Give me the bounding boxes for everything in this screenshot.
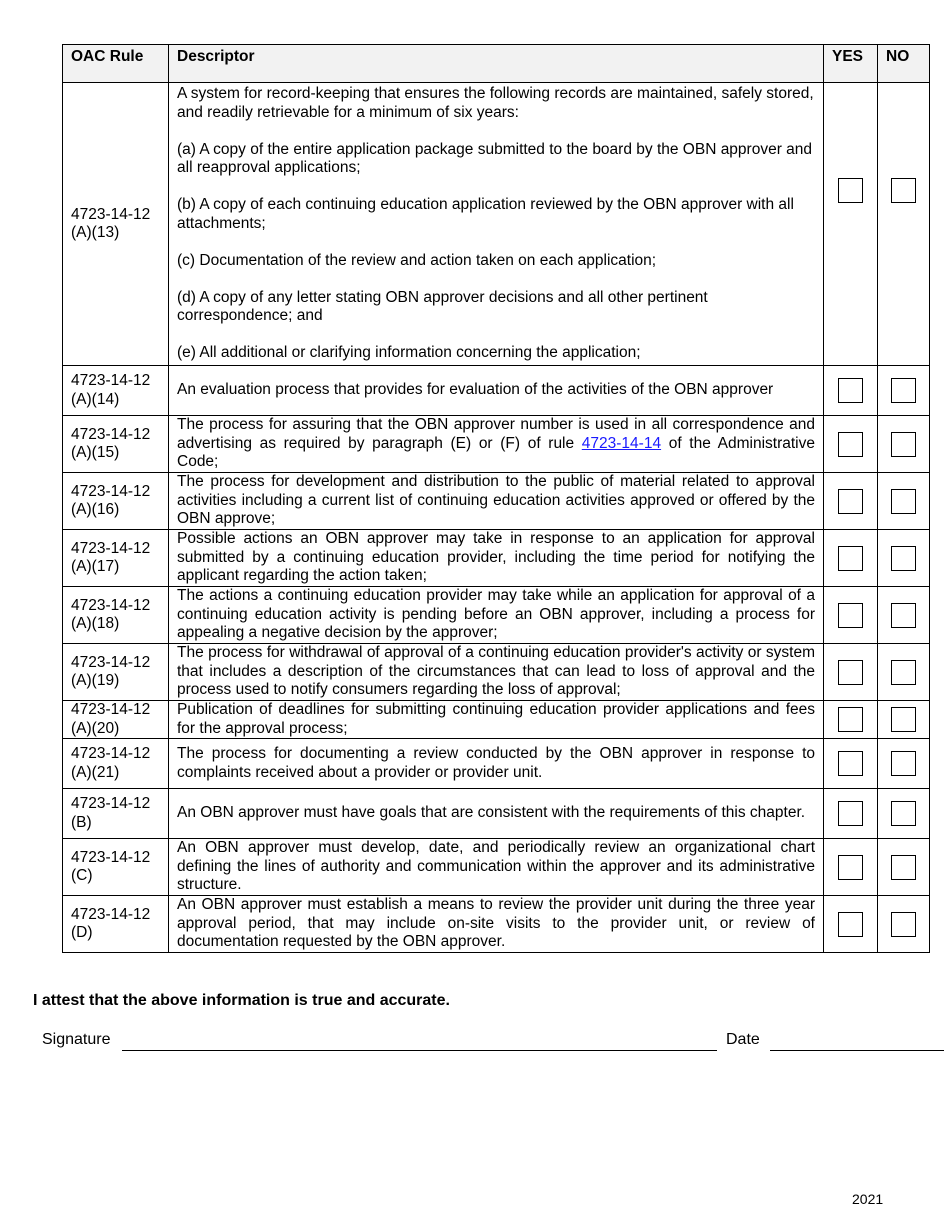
descriptor-cell: The actions a continuing education provider may take while an application for approval of a continuing education activity is pending before an OBN approver, including a process for appealing a negative decision by the approver; [169,587,824,644]
date-label: Date [726,1031,760,1048]
descriptor-paragraph: (e) All additional or clarifying information concerning the application; [177,344,641,361]
no-checkbox[interactable] [891,801,916,826]
descriptor-cell: An OBN approver must develop, date, and periodically review an organizational chart defining the lines of authority and communication within the approver and its administrative structure. [169,839,824,896]
yes-checkbox[interactable] [838,432,863,457]
rule-paragraph: (C) [71,867,93,884]
no-cell [878,473,930,530]
no-cell [878,83,930,366]
no-cell [878,896,930,953]
table-row [63,473,930,530]
table-row [63,587,930,644]
rule-paragraph: (A)(13) [71,224,120,241]
table-row [63,839,930,896]
rule-paragraph: (A)(21) [71,763,120,781]
header-oac-rule: OAC Rule [63,45,169,83]
no-cell [878,416,930,473]
no-checkbox[interactable] [891,432,916,457]
yes-cell [824,644,878,701]
descriptor-cell: The process for documenting a review conducted by the OBN approver in response to complaints received about a provider or provider unit. [169,739,824,789]
descriptor-cell: The process for development and distribution to the public of material related to approval activities including a current list of continuing education activities approved or offered by the OBN approve; [169,473,824,530]
yes-cell [824,789,878,839]
rule-link[interactable]: 4723-14-14 [581,434,662,452]
descriptor-cell: An OBN approver must establish a means to review the provider unit during the three year approval period, that may include on-site visits to the provider unit, or review of documentation requested by the OBN approver. [169,896,824,953]
yes-checkbox[interactable] [838,603,863,628]
rule-number: 4723-14-12 [71,205,151,223]
yes-cell [824,473,878,530]
no-cell [878,701,930,739]
no-checkbox[interactable] [891,912,916,937]
rules-table [62,44,930,953]
table-row [63,644,930,701]
descriptor-paragraph: (b) A copy of each continuing education application reviewed by the OBN approver with all attachments; [177,196,794,232]
footer-year: 2021 [852,1191,884,1207]
rule-cell [63,739,169,789]
table-header-row [63,45,930,83]
rule-cell [63,896,169,953]
yes-cell [824,530,878,587]
descriptor-cell: Publication of deadlines for submitting continuing education provider applications and fees for the approval process; [169,701,824,739]
no-checkbox[interactable] [891,489,916,514]
header-descriptor: Descriptor [169,45,824,83]
rule-paragraph: (A)(19) [71,672,120,689]
rule-paragraph: (A)(14) [71,390,120,408]
table-row [63,896,930,953]
rule-cell [63,530,169,587]
rule-cell [63,587,169,644]
no-checkbox[interactable] [891,855,916,880]
yes-checkbox[interactable] [838,178,863,203]
descriptor-paragraph: (d) A copy of any letter stating OBN approver decisions and all other pertinent correspondence; and [177,288,708,324]
rule-cell [63,701,169,739]
rule-paragraph: (A)(17) [71,558,120,575]
no-checkbox[interactable] [891,751,916,776]
yes-cell [824,416,878,473]
yes-checkbox[interactable] [838,751,863,776]
yes-checkbox[interactable] [838,707,863,732]
yes-checkbox[interactable] [838,912,863,937]
signature-line[interactable] [122,1050,717,1051]
no-checkbox[interactable] [891,707,916,732]
descriptor-paragraph: A system for record-keeping that ensures the following records are maintained, safely stored, and readily retrievable for a minimum of six years: [177,85,814,121]
no-checkbox[interactable] [891,603,916,628]
table-row [63,530,930,587]
no-cell [878,530,930,587]
no-checkbox[interactable] [891,660,916,685]
descriptor-cell [169,416,824,473]
rule-cell [63,473,169,530]
no-checkbox[interactable] [891,178,916,203]
yes-cell [824,839,878,896]
yes-checkbox[interactable] [838,378,863,403]
rule-number: 4723-14-12 [71,482,151,500]
descriptor-paragraph: (c) Documentation of the review and action taken on each application; [177,251,657,269]
rule-number: 4723-14-12 [71,745,151,762]
yes-cell [824,739,878,789]
rule-number: 4723-14-12 [71,795,151,812]
signature-label: Signature [42,1031,111,1048]
header-no: NO [878,45,930,83]
descriptor-text: The process for assuring that the OBN approver number is used in all correspondence and advertising as required by paragraph (E) or (F) of rule [177,416,815,452]
rule-number: 4723-14-12 [71,653,151,671]
no-cell [878,366,930,416]
rule-number: 4723-14-12 [71,905,151,923]
rule-cell [63,416,169,473]
rule-paragraph: (A)(20) [71,719,120,737]
no-cell [878,739,930,789]
table-row [63,789,930,839]
rule-cell [63,839,169,896]
yes-cell [824,701,878,739]
descriptor-cell: Possible actions an OBN approver may take in response to an application for approval submitted by a continuing education provider, including the time period for notifying the applicant regarding the action taken; [169,530,824,587]
no-cell [878,789,930,839]
header-yes: YES [824,45,878,83]
table-row [63,366,930,416]
table-row [63,701,930,739]
rule-cell [63,83,169,366]
descriptor-cell: An OBN approver must have goals that are consistent with the requirements of this chapter. [169,789,824,839]
table-row [63,416,930,473]
date-line[interactable] [770,1050,944,1051]
no-checkbox[interactable] [891,378,916,403]
yes-checkbox[interactable] [838,489,863,514]
yes-checkbox[interactable] [838,660,863,685]
rule-paragraph: (A)(18) [71,615,120,632]
rule-cell [63,789,169,839]
rule-number: 4723-14-12 [71,596,151,614]
rule-number: 4723-14-12 [71,701,151,718]
rule-paragraph: (A)(15) [71,444,120,461]
rule-number: 4723-14-12 [71,372,151,389]
yes-cell [824,587,878,644]
rule-cell [63,366,169,416]
yes-cell [824,366,878,416]
descriptor-cell: The process for withdrawal of approval of a continuing education provider's activity or system that includes a description of the circumstances that can lead to loss of approval and the process used to notify consumers regarding the loss of approval; [169,644,824,701]
rule-paragraph: (D) [71,924,93,941]
yes-checkbox[interactable] [838,546,863,571]
rule-number: 4723-14-12 [71,425,151,443]
no-cell [878,587,930,644]
no-checkbox[interactable] [891,546,916,571]
descriptor-paragraph: (a) A copy of the entire application package submitted to the board by the OBN approver and all reapproval applications; [177,140,813,176]
no-cell [878,839,930,896]
yes-checkbox[interactable] [838,801,863,826]
rule-number: 4723-14-12 [71,539,151,557]
rule-paragraph: (A)(16) [71,501,120,518]
yes-cell [824,896,878,953]
rule-cell [63,644,169,701]
yes-checkbox[interactable] [838,855,863,880]
no-cell [878,644,930,701]
rule-paragraph: (B) [71,813,92,831]
attestation-statement: I attest that the above information is true and accurate. [33,992,450,1009]
rule-number: 4723-14-12 [71,848,151,866]
descriptor-cell [169,83,824,366]
descriptor-text: of the Administrative Code; [177,434,815,471]
yes-cell [824,83,878,366]
table-row [63,739,930,789]
descriptor-cell: An evaluation process that provides for evaluation of the activities of the OBN approver [169,366,824,416]
table-row [63,83,930,366]
